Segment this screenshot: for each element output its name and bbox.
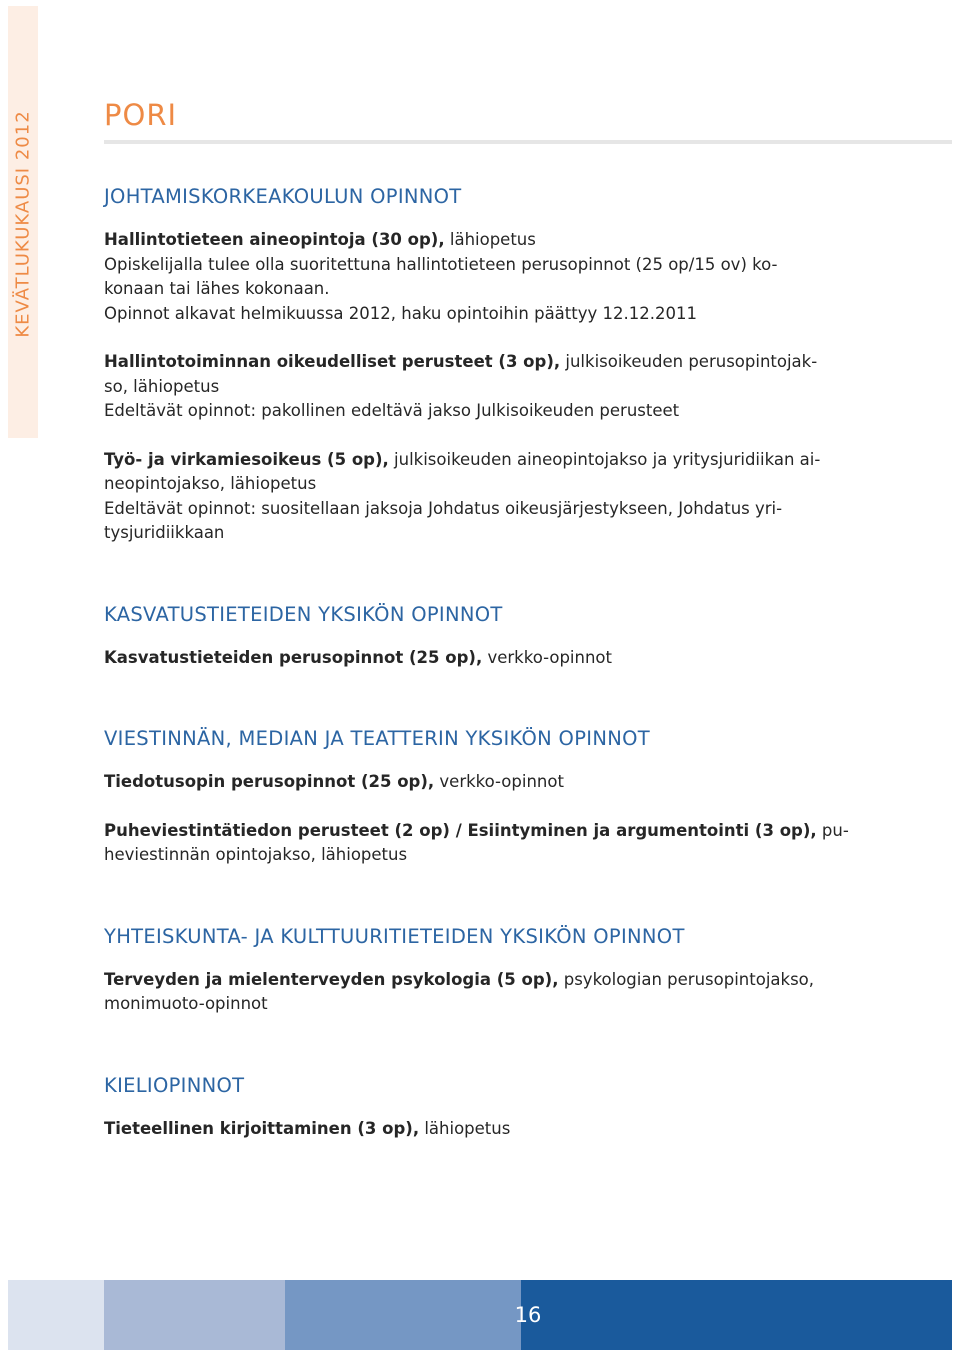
course-line: Edeltävät opinnot: suositellaan jaksoja Johdatus oikeusjärjestykseen, Johdatus yri- [104, 498, 783, 518]
section-heading: KIELIOPINNOT [104, 1073, 245, 1097]
course-mode: pu- [816, 820, 849, 840]
course-mode: verkko-opinnot [434, 772, 564, 791]
section-kasvatustieteet [104, 602, 864, 671]
course-title: Puheviestintätiedon perusteet (2 op) / Esiintyminen ja argumentointi (3 op), [104, 820, 817, 840]
sections [104, 184, 864, 1141]
page-title: PORI [104, 98, 178, 132]
course-entry [104, 228, 864, 326]
footer-block-1 [8, 1280, 104, 1350]
page-number: 16 [514, 1303, 542, 1327]
course-entry [104, 350, 864, 424]
course-entry [104, 1117, 864, 1142]
course-entry [104, 448, 864, 546]
course-title: Hallintotieteen aineopintoja (30 op), [104, 230, 445, 249]
course-title: Terveyden ja mielenterveyden psykologia (5 op), [104, 969, 559, 989]
course-line: Edeltävät opinnot: pakollinen edeltävä jakso Julkisoikeuden perusteet [104, 401, 680, 420]
course-mode: julkisoikeuden aineopintojakso ja yritysjuridiikan ai- [388, 449, 821, 469]
course-title: Kasvatustieteiden perusopinnot (25 op), [104, 647, 483, 667]
course-line: tysjuridiikkaan [104, 523, 225, 542]
course-title: Tieteellinen kirjoittaminen (3 op), [104, 1118, 420, 1138]
course-line: Opinnot alkavat helmikuussa 2012, haku opintoihin päättyy 12.12.2011 [104, 303, 697, 323]
course-line: so, lähiopetus [104, 376, 220, 396]
side-label-text: KEVÄTLUKUKAUSI 2012 [12, 110, 34, 338]
course-mode: psykologian perusopintojakso, [558, 969, 815, 989]
section-heading: KASVATUSTIETEIDEN YKSIKÖN OPINNOT [104, 602, 503, 626]
section-yhteiskunta [104, 924, 864, 1017]
section-heading: VIESTINNÄN, MEDIAN JA TEATTERIN YKSIKÖN OPINNOT [104, 727, 650, 750]
course-mode: julkisoikeuden perusopintojak- [560, 352, 818, 371]
course-entry [104, 968, 864, 1017]
section-heading: JOHTAMISKORKEAKOULUN OPINNOT [104, 185, 462, 208]
course-title: Työ- ja virkamiesoikeus (5 op), [104, 449, 389, 469]
section-kieliopinnot [104, 1073, 864, 1142]
course-entry [104, 646, 864, 671]
course-line: konaan tai lähes kokonaan. [104, 279, 330, 298]
side-label [8, 6, 38, 438]
section-heading: YHTEISKUNTA- JA KULTTUURITIETEIDEN YKSIKÖN OPINNOT [104, 924, 685, 948]
course-mode: lähiopetus [419, 1118, 511, 1138]
course-entry [104, 770, 864, 795]
course-title: Tiedotusopin perusopinnot (25 op), [104, 772, 435, 791]
section-viestinta [104, 726, 864, 868]
section-johtamiskorkeakoulu [104, 184, 864, 546]
course-line: heviestinnän opintojakso, lähiopetus [104, 845, 408, 864]
course-line: Opiskelijalla tulee olla suoritettuna hallintotieteen perusopinnot (25 op/15 ov) ko- [104, 254, 778, 274]
course-mode: verkko-opinnot [482, 647, 612, 667]
course-line: neopintojakso, lähiopetus [104, 474, 317, 493]
title-divider [104, 140, 952, 144]
course-title: Hallintotoiminnan oikeudelliset perusteet (3 op), [104, 352, 561, 371]
course-line: monimuoto-opinnot [104, 994, 268, 1013]
course-entry [104, 819, 864, 868]
course-mode: lähiopetus [444, 230, 536, 249]
footer-bar [8, 1280, 952, 1350]
